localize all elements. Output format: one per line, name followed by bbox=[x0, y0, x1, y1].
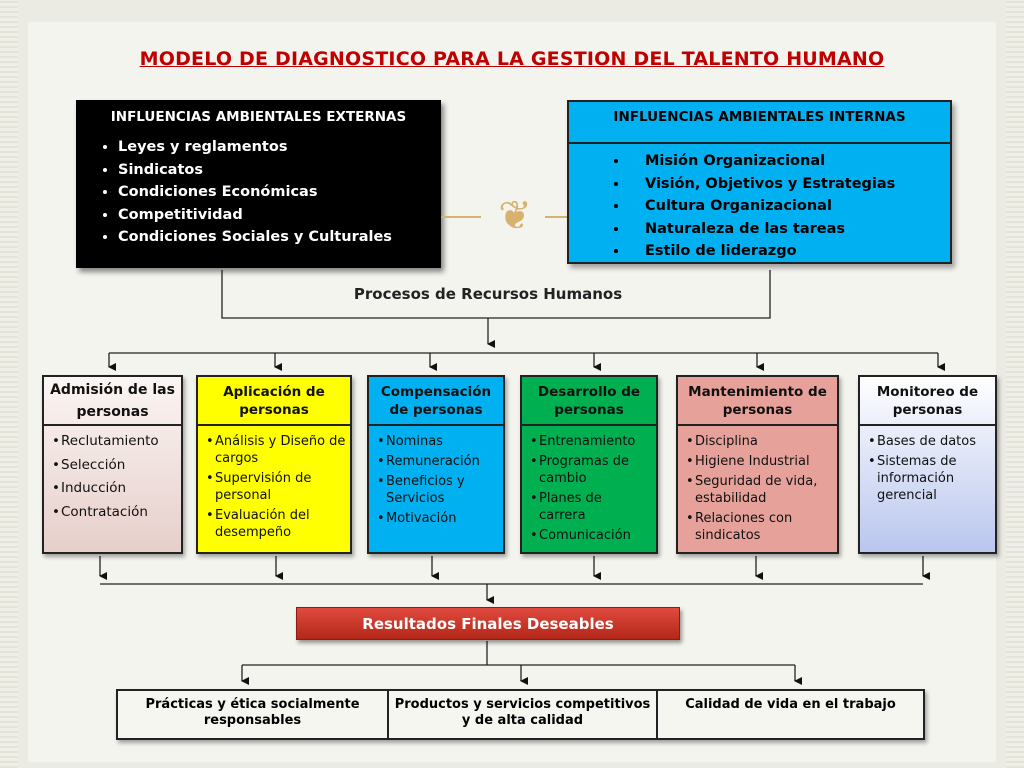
processes-label: Procesos de Recursos Humanos bbox=[353, 285, 623, 303]
list-item: • Remuneración bbox=[377, 453, 499, 470]
list-item: • Visión, Objetivos y Estrategias bbox=[629, 173, 950, 196]
process-card-title: Aplicación de personas bbox=[198, 377, 350, 426]
outcomes-table bbox=[116, 689, 925, 740]
process-card-list bbox=[678, 433, 837, 544]
list-item: • Motivación bbox=[377, 510, 499, 527]
list-item: • Disciplina bbox=[686, 433, 833, 450]
process-card-title: Mantenimiento de personas bbox=[678, 377, 837, 426]
list-item: • Competitividad bbox=[118, 204, 441, 227]
process-card-list bbox=[44, 433, 181, 521]
outcome-cell: Productos y servicios competitivos y de alta calidad bbox=[387, 691, 656, 738]
process-card-monitoreo bbox=[858, 375, 997, 554]
results-box: Resultados Finales Deseables bbox=[296, 607, 680, 640]
list-item: • Bases de datos bbox=[868, 433, 991, 450]
list-item: • Sistemas de información gerencial bbox=[868, 453, 991, 504]
list-item: • Programas de cambio bbox=[530, 453, 652, 487]
list-item: • Higiene Industrial bbox=[686, 453, 833, 470]
process-card-list bbox=[198, 433, 350, 541]
list-item: • Entrenamiento bbox=[530, 433, 652, 450]
process-card-title: Desarrollo de personas bbox=[522, 377, 656, 426]
list-item: • Sindicatos bbox=[118, 159, 441, 182]
process-card-admision bbox=[42, 375, 183, 554]
list-item: • Selección bbox=[52, 457, 177, 474]
list-item: • Inducción bbox=[52, 480, 177, 497]
list-item: • Seguridad de vida, estabilidad bbox=[686, 473, 833, 507]
process-card-compensacion bbox=[367, 375, 505, 554]
process-card-mantenimiento bbox=[676, 375, 839, 554]
process-card-aplicacion bbox=[196, 375, 352, 554]
process-card-title: Compensación de personas bbox=[369, 377, 503, 426]
list-item: • Comunicación bbox=[530, 527, 652, 544]
process-card-title: Admisión de las personas bbox=[44, 377, 181, 426]
diagram-title: MODELO DE DIAGNOSTICO PARA LA GESTION DEL TALENTO HUMANO bbox=[139, 48, 885, 70]
process-card-list bbox=[860, 433, 995, 504]
list-item: • Planes de carrera bbox=[530, 490, 652, 524]
process-card-desarrollo bbox=[520, 375, 658, 554]
external-influences-title: INFLUENCIAS AMBIENTALES EXTERNAS bbox=[110, 109, 407, 125]
list-item: • Evaluación del desempeño bbox=[206, 507, 346, 541]
internal-influences-title: INFLUENCIAS AMBIENTALES INTERNAS bbox=[569, 102, 950, 144]
list-item: • Reclutamiento bbox=[52, 433, 177, 450]
list-item: • Contratación bbox=[52, 504, 177, 521]
scroll-flourish-icon: ❦ bbox=[498, 193, 532, 239]
list-item: • Supervisión de personal bbox=[206, 470, 346, 504]
list-item: • Naturaleza de las tareas bbox=[629, 218, 950, 241]
list-item: • Análisis y Diseño de cargos bbox=[206, 433, 346, 467]
list-item: • Beneficios y Servicios bbox=[377, 473, 499, 507]
list-item: • Condiciones Económicas bbox=[118, 181, 441, 204]
list-item: • Cultura Organizacional bbox=[629, 195, 950, 218]
list-item: • Relaciones con sindicatos bbox=[686, 510, 833, 544]
list-item: • Condiciones Sociales y Culturales bbox=[118, 226, 441, 249]
list-item: • Leyes y reglamentos bbox=[118, 136, 441, 159]
process-card-list bbox=[522, 433, 656, 544]
outcome-cell: Prácticas y ética socialmente responsables bbox=[145, 697, 360, 728]
list-item: • Nominas bbox=[377, 433, 499, 450]
connector-external bbox=[222, 270, 770, 318]
process-card-list bbox=[369, 433, 503, 527]
process-card-title: Monitoreo de personas bbox=[860, 377, 995, 426]
list-item: • Estilo de liderazgo bbox=[629, 240, 950, 263]
outcome-cell: Calidad de vida en el trabajo bbox=[656, 691, 923, 738]
list-item: • Misión Organizacional bbox=[629, 150, 950, 173]
